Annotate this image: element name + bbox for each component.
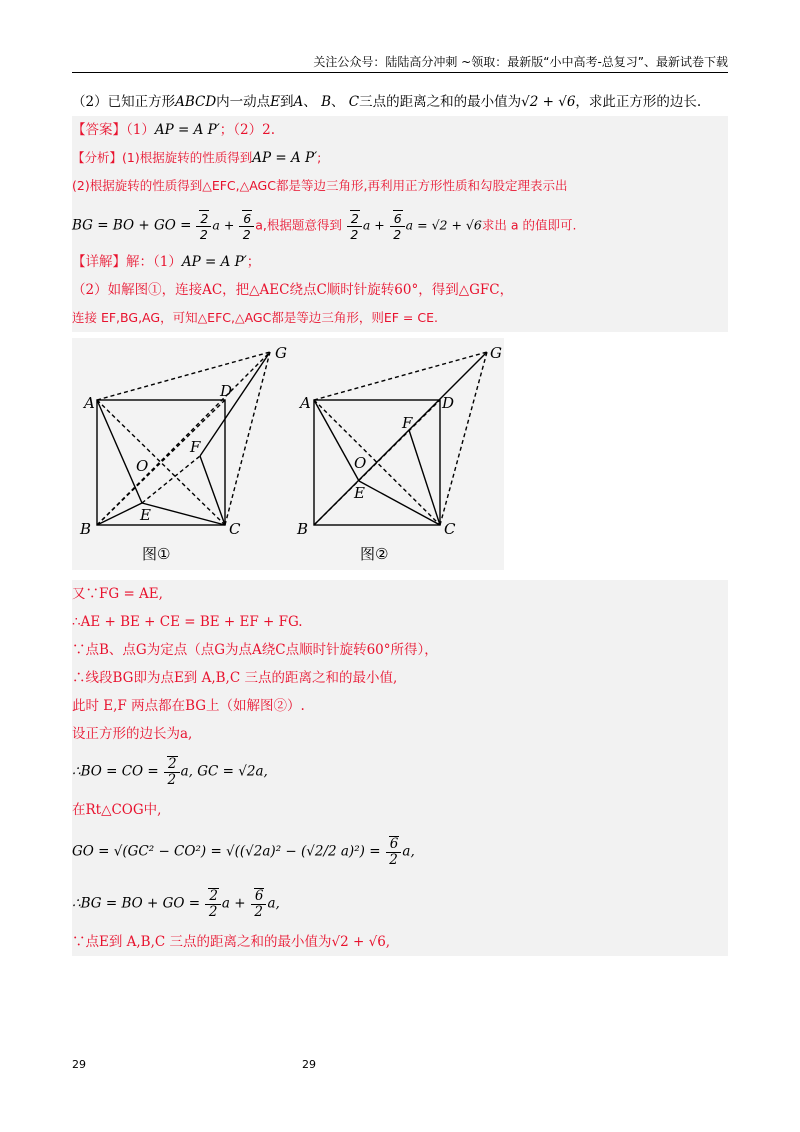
- sep2: 、: [331, 94, 345, 110]
- equals: =: [210, 843, 222, 860]
- frac-sqrt6-over-2: $\frac{6}{2}$: [390, 210, 405, 242]
- label-a-1: A: [84, 394, 95, 412]
- sqrt2: √2: [238, 763, 256, 780]
- plus: +: [223, 217, 235, 233]
- question-mid1: 内一动点: [216, 94, 271, 110]
- analysis-line2: [72, 172, 728, 200]
- figure-2: [314, 352, 487, 525]
- question-line: [72, 88, 728, 116]
- label-d-1: D: [220, 382, 233, 400]
- denominator: 2: [254, 904, 263, 920]
- sqrt2-radicand: 2: [168, 756, 177, 772]
- document-body: [72, 88, 728, 956]
- step-1: 又∵FG = AE,: [72, 586, 163, 602]
- label-c-1: C: [229, 520, 241, 538]
- diag-ac-1: [97, 400, 225, 525]
- min-value: √2 + √6: [431, 217, 482, 233]
- line-fc-1: [200, 456, 225, 525]
- sqrt2-radicand: 2: [209, 888, 218, 904]
- point-a: A: [293, 94, 304, 110]
- geometry-figures: [72, 338, 504, 570]
- step-3: ∵点B、点G为定点（点G为点A绕C点顺时针旋转60°所得），: [72, 642, 438, 658]
- equals: =: [417, 217, 428, 233]
- denominator: 2: [208, 904, 218, 920]
- point-e: E: [270, 94, 281, 110]
- go-mid-expr: √((√2a)² − (√2/2 a)²): [226, 843, 365, 860]
- solution-steps-band: [72, 580, 728, 956]
- step-4: ∴线段BG即为点E到 A,B,C 三点的距离之和的最小值,: [72, 670, 398, 686]
- header-text: 关注公众号：陆陆高分冲刺 ~领取：最新版“小中高考-总复习”、最新试卷下载: [313, 55, 728, 69]
- label-o-1: O: [136, 457, 149, 475]
- page-header: [72, 54, 728, 73]
- detail-line3-text: 连接 EF,BG,AG，可知△EFC,△AGC都是等边三角形，则EF = CE.: [72, 310, 438, 325]
- caption-2: 图②: [360, 545, 389, 563]
- analysis-line1: [72, 144, 728, 172]
- figure-1: [97, 352, 270, 525]
- point-c: C: [348, 94, 360, 110]
- detail-expr1: AP = A P′: [181, 254, 247, 270]
- var-a: a: [212, 217, 220, 233]
- analysis-label: 【分析】: [72, 150, 123, 165]
- line-ag-1: [97, 352, 270, 400]
- question-prefix: （2）已知正方形: [72, 94, 176, 110]
- analysis-line1-expr: AP = A P′: [252, 150, 318, 166]
- line-cg-1: [225, 352, 270, 525]
- answer-line: [72, 116, 728, 144]
- question-suffix: ，求此正方形的边长.: [575, 94, 702, 110]
- sep1: 、: [303, 94, 317, 110]
- frac-sqrt2-over-2: [347, 210, 362, 242]
- detail-line2: [72, 276, 728, 304]
- analysis-line3-end: 求出 a 的值即可.: [481, 217, 577, 233]
- page-number-center: 29: [302, 1058, 316, 1071]
- answer-part1: （1）: [126, 122, 155, 138]
- var-a: a: [405, 217, 414, 233]
- frac-sqrt6-over-2: $\frac{6}{2}$: [239, 210, 254, 242]
- denominator: 2: [242, 227, 251, 242]
- min-value: √2 + √6: [521, 94, 576, 110]
- frac-sqrt2-over-2: [196, 210, 211, 242]
- caption-1: 图①: [142, 545, 171, 563]
- line-be-1: [97, 503, 142, 525]
- var-a: a: [362, 217, 371, 233]
- step-10-mid: a +: [221, 895, 246, 912]
- step-7: [72, 748, 728, 796]
- line-ae-1: [97, 400, 142, 503]
- sqrt2-radicand: 2: [350, 211, 359, 226]
- step-9-eq: =: [369, 843, 381, 860]
- frac-sqrt6-over-2: $\frac{6}{2}$: [386, 836, 402, 868]
- step-9-end: a,: [402, 843, 415, 860]
- question-mid3: 三点的距离之和的最小值为: [359, 94, 522, 110]
- label-b-2: B: [297, 520, 309, 538]
- label-o-2: O: [354, 454, 367, 472]
- page-number-left: 29: [72, 1058, 86, 1071]
- detail-label: 【详解】解：（1）: [72, 254, 182, 270]
- label-a-2: A: [300, 394, 311, 412]
- answer-analysis-band: [72, 116, 728, 332]
- step-11: ∵点E到 A,B,C 三点的距离之和的最小值为√2 + √6,: [72, 934, 391, 950]
- step-10-start: ∴BG = BO + GO =: [72, 895, 201, 912]
- answer-label: 【答案】: [72, 122, 126, 138]
- line-bg-2: [314, 352, 487, 525]
- label-d-2: D: [442, 394, 455, 412]
- denominator: 2: [167, 772, 177, 788]
- step-2: ∴AE + BE + CE = BE + EF + FG.: [72, 614, 303, 630]
- line-bg-1: [97, 352, 270, 525]
- detail-end1: ；: [246, 254, 261, 270]
- analysis-line1-end: ;: [317, 150, 322, 165]
- step-7-start: ∴BO = CO =: [72, 763, 159, 780]
- denominator: 2: [393, 227, 402, 242]
- step-10-end: a,: [267, 895, 280, 912]
- answer-part2: ；（2）2.: [219, 122, 275, 138]
- denominator: 2: [199, 227, 208, 242]
- label-g-1: G: [275, 344, 287, 362]
- bg-expr-start: BG = BO + GO =: [72, 217, 192, 234]
- plus: +: [374, 217, 385, 233]
- frac-sqrt2-over-2: [164, 756, 180, 788]
- step-8: 在Rt△COG中,: [72, 802, 162, 818]
- frac-sqrt6-over-2: $\frac{6}{2}$: [251, 888, 267, 920]
- label-f-1: F: [190, 438, 201, 456]
- question-mid2: 到: [280, 94, 294, 110]
- label-f-2: F: [402, 414, 413, 432]
- line-ec-1: [142, 503, 225, 525]
- analysis-line3-mid: a,根据题意得到: [255, 217, 342, 233]
- detail-line3: [72, 304, 728, 332]
- line-fg-1: [200, 352, 270, 456]
- label-e-1: E: [140, 506, 151, 524]
- label-b-1: B: [80, 520, 92, 538]
- label-c-2: C: [444, 520, 456, 538]
- detail-line2-text: （2）如解图①，连接AC，把△AEC绕点C顺时针旋转60°，得到△GFC，: [72, 282, 514, 298]
- line-cg-2: [440, 352, 487, 525]
- diag-bd-1: [97, 400, 225, 525]
- step-7-mid: a, GC =: [180, 763, 234, 780]
- label-g-2: G: [490, 344, 502, 362]
- square-name: ABCD: [175, 94, 217, 110]
- line-ag-2: [314, 352, 487, 400]
- denominator: 2: [389, 852, 398, 868]
- point-b: B: [321, 94, 331, 110]
- analysis-line3: [72, 200, 728, 248]
- step-5: 此时 E,F 两点都在BG上（如解图②）.: [72, 698, 305, 714]
- frac-sqrt2-over-2: [205, 888, 221, 920]
- detail-line1: [72, 248, 728, 276]
- line-ef-1: [142, 456, 200, 503]
- step-7-end: a,: [255, 763, 268, 780]
- go-root-expr: √(GC² − CO²): [113, 843, 207, 860]
- step-9-start: GO =: [72, 843, 110, 860]
- step-9: [72, 824, 728, 880]
- label-e-2: E: [354, 484, 365, 502]
- square-1: [97, 400, 225, 525]
- step-10: [72, 880, 728, 928]
- step-6: 设正方形的边长为a,: [72, 726, 193, 742]
- line-ae-2: [314, 400, 359, 481]
- denominator: 2: [350, 227, 359, 242]
- answer-expr1: AP = A P′: [154, 122, 220, 138]
- analysis-line1-text: (1)根据旋转的性质得到: [122, 150, 253, 165]
- figure-svg: [72, 338, 504, 570]
- analysis-line2-text: (2)根据旋转的性质得到△EFC,△AGC都是等边三角形,再利用正方形性质和勾股定理表示出: [72, 178, 568, 193]
- sqrt2-radicand: 2: [200, 211, 209, 226]
